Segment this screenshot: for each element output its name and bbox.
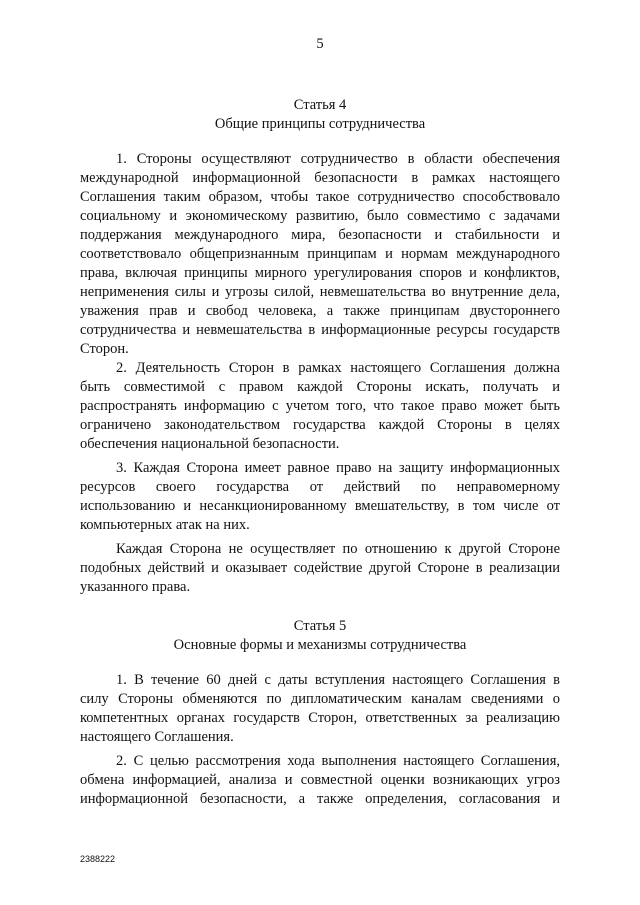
- text-line: силу Стороны обменяются по дипломатическим каналам сведениями о: [80, 691, 560, 707]
- text-line: 1. В течение 60 дней с даты вступления настоящего Соглашения в: [116, 672, 560, 688]
- text-line: ограничено законодательством государства каждой Стороны в целях: [80, 417, 560, 433]
- text-line: поддержания международного мира, безопасности и стабильности и: [80, 227, 560, 243]
- page-number: 5: [316, 36, 324, 52]
- article-4-heading: [0, 96, 640, 134]
- text-line: обеспечения национальной безопасности.: [80, 436, 340, 452]
- text-line: 2. Деятельность Сторон в рамках настоящего Соглашения должна: [116, 360, 560, 376]
- text-line: социальному и экономическому развитию, было совместимо с задачами: [80, 208, 560, 224]
- article-5-heading: [0, 617, 640, 655]
- text-line: сотрудничества и невмешательства в информационные ресурсы государств: [80, 322, 560, 338]
- text-line: обмена информацией, анализа и совместной оценки возникающих угроз: [80, 772, 560, 788]
- text-line: компетентных органах государств Сторон, ответственных за реализацию: [80, 710, 560, 726]
- text-line: компьютерных атак на них.: [80, 517, 250, 533]
- footer-document-code: 2388222: [80, 854, 116, 864]
- text-line: уважения прав и свобод человека, а также принципам двустороннего: [80, 303, 560, 319]
- text-line: информационной безопасности, а также определения, согласования и: [80, 791, 560, 807]
- article-5-title: Статья 5: [293, 618, 347, 634]
- article-4-title: Статья 4: [293, 97, 347, 113]
- text-line: распространять информацию с учетом того, что такое право может быть: [80, 398, 560, 414]
- article-4-subtitle: Общие принципы сотрудничества: [214, 116, 426, 132]
- text-line: Сторон.: [80, 341, 129, 357]
- text-line: права, включая принципы мирного урегулирования споров и конфликтов,: [80, 265, 560, 281]
- text-line: соответствовало общепризнанным принципам и нормам международного: [80, 246, 560, 262]
- text-line: 3. Каждая Сторона имеет равное право на защиту информационных: [116, 460, 560, 476]
- text-line: Соглашения таким образом, чтобы такое сотрудничество способствовало: [80, 189, 560, 205]
- text-line: международной информационной безопасности в рамках настоящего: [80, 170, 560, 186]
- text-line: 2. С целью рассмотрения хода выполнения настоящего Соглашения,: [116, 753, 560, 769]
- text-line: ресурсов своего государства от действий по неправомерному: [80, 479, 560, 495]
- text-line: настоящего Соглашения.: [80, 729, 234, 745]
- text-line: использованию и несанкционированному вмешательству, в том числе от: [80, 498, 560, 514]
- text-line: быть совместимой с правом каждой Стороны искать, получать и: [80, 379, 560, 395]
- text-line: указанного права.: [80, 579, 191, 595]
- text-line: неприменения силы и угрозы силой, невмешательства во внутренние дела,: [80, 284, 560, 300]
- text-line: Каждая Сторона не осуществляет по отношению к другой Стороне: [116, 541, 560, 557]
- text-line: подобных действий и оказывает содействие другой Стороне в реализации: [80, 560, 560, 576]
- article-5-subtitle: Основные формы и механизмы сотрудничества: [173, 637, 467, 653]
- text-line: 1. Стороны осуществляют сотрудничество в области обеспечения: [116, 151, 560, 167]
